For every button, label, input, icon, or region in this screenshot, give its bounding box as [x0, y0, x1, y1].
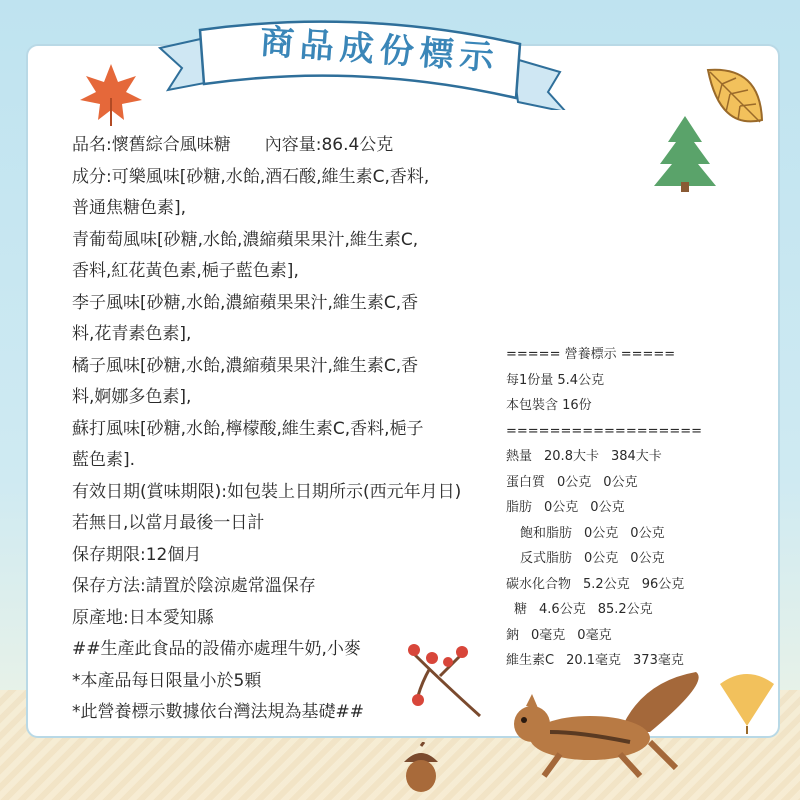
info-line: ##生產此食品的設備亦處理牛奶,小麥	[72, 639, 361, 659]
per-pack: 0公克	[630, 525, 665, 541]
info-line: 橘子風味[砂糖,水飴,濃縮蘋果果汁,維生素C,香	[72, 355, 419, 376]
nutrient-row	[506, 572, 726, 598]
info-line: 蘇打風味[砂糖,水飴,檸檬酸,維生素C,香料,梔子	[72, 418, 424, 439]
info-line: 香料,紅花黃色素,梔子藍色素],	[72, 261, 299, 281]
per-serving: 20.1毫克	[566, 653, 622, 668]
info-line: 料,婀娜多色素],	[72, 387, 192, 407]
info-line: 保存期限:12個月	[72, 544, 202, 565]
ginkgo-leaf-icon	[712, 664, 782, 734]
nutrient-name: 維生素C	[506, 653, 555, 668]
product-info	[72, 130, 492, 729]
squirrel-icon	[500, 672, 710, 782]
per-pack: 373毫克	[633, 653, 684, 668]
nutrient-row	[506, 648, 726, 674]
per-serving: 0公克	[544, 500, 579, 515]
maple-leaf-icon	[76, 58, 146, 128]
nutrition-header: ===== 營養標示 =====	[506, 347, 676, 362]
per-pack: 0公克	[630, 551, 665, 566]
nutrient-row	[506, 470, 726, 496]
info-line: 有效日期(賞味期限):如包裝上日期所示(西元年月日)	[72, 481, 462, 502]
nutrient-name: 糖	[514, 602, 528, 617]
info-line: 保存方法:請置於陰涼處常溫保存	[72, 576, 316, 596]
per-pack: 85.2公克	[597, 602, 653, 617]
nutrient-name: 脂肪	[506, 500, 533, 515]
banner-title: 商品成份標示	[258, 21, 501, 79]
nutrition-facts	[506, 342, 726, 674]
nutrient-row	[506, 546, 726, 572]
info-line: 原產地:日本愛知縣	[72, 607, 214, 628]
serving-size: 每1份量 5.4公克	[506, 372, 605, 388]
info-line: 品名:懷舊綜合風味糖 內容量:86.4公克	[72, 135, 394, 155]
pine-tree-icon	[650, 112, 720, 192]
info-line: 李子風味[砂糖,水飴,濃縮蘋果果汁,維生素C,香	[72, 292, 419, 313]
nutrient-name: 蛋白質	[506, 474, 546, 490]
per-pack: 0毫克	[577, 627, 612, 643]
nutrient-row	[506, 444, 726, 470]
nutrient-row	[506, 623, 726, 649]
nutrient-row	[506, 495, 726, 521]
nutrient-name: 飽和脂肪	[520, 525, 573, 541]
info-line: 若無日,以當月最後一日計	[72, 513, 265, 533]
per-serving: 0公克	[584, 551, 619, 566]
info-line: 青葡萄風味[砂糖,水飴,濃縮蘋果果汁,維生素C,	[72, 229, 419, 250]
per-serving: 0毫克	[531, 627, 566, 643]
per-pack: 0公克	[590, 500, 625, 515]
info-line: *本產品每日限量小於5顆	[72, 670, 262, 691]
per-pack: 96公克	[641, 576, 685, 592]
acorn-icon	[398, 742, 444, 794]
info-line: 藍色素].	[72, 450, 136, 470]
per-pack: 384大卡	[610, 449, 662, 464]
per-serving: 0公克	[557, 474, 592, 490]
nutrient-row	[506, 597, 726, 623]
per-serving: 4.6公克	[539, 602, 586, 617]
per-serving: 5.2公克	[583, 576, 630, 592]
nutrient-name: 鈉	[506, 627, 520, 643]
nutrient-name: 熱量	[506, 449, 533, 464]
servings-per-pack: 本包裝含 16份	[506, 398, 592, 413]
info-line: 成分:可樂風味[砂糖,水飴,酒石酸,維生素C,香料,	[72, 166, 430, 187]
info-line: 普通焦糖色素],	[72, 198, 187, 218]
per-serving: 20.8大卡	[544, 449, 599, 464]
info-line: *此營養標示數據依台灣法規為基礎##	[72, 702, 364, 722]
nutrient-name: 反式脂肪	[520, 551, 573, 566]
nutrient-name: 碳水化合物	[506, 576, 572, 592]
nutrition-divider: ==================	[506, 423, 703, 439]
nutrient-row	[506, 521, 726, 547]
info-line: 料,花青素色素],	[72, 324, 192, 344]
per-serving: 0公克	[584, 525, 619, 541]
per-pack: 0公克	[603, 474, 638, 490]
